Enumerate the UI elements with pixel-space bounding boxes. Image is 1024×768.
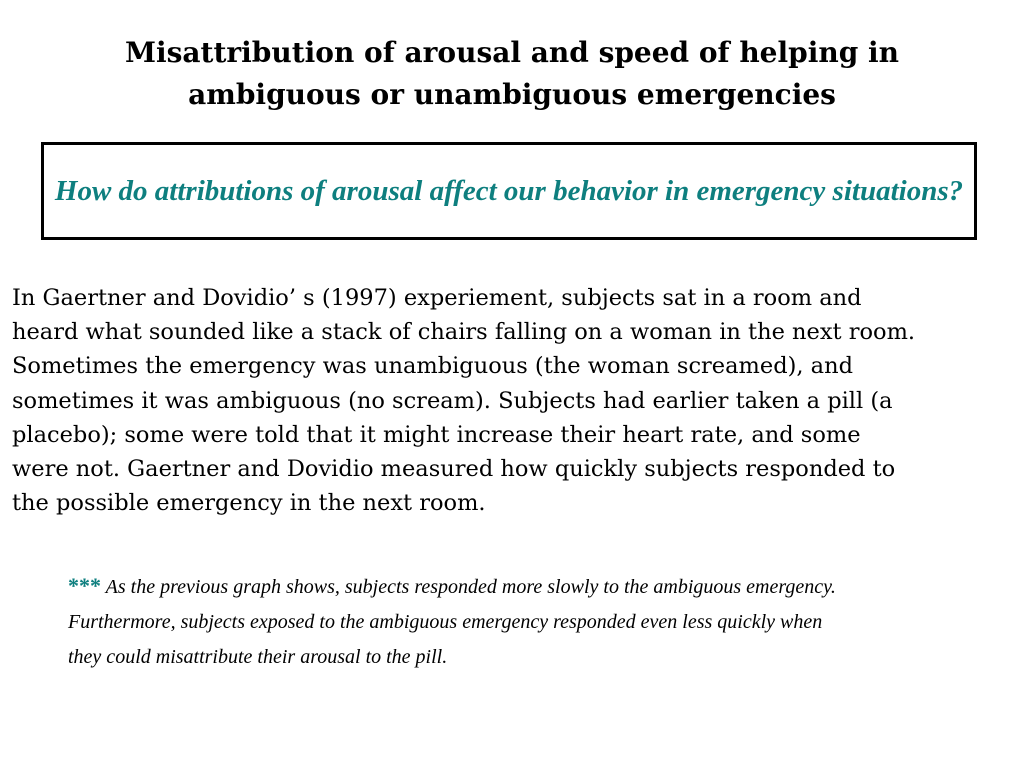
question-text: How do attributions of arousal affect our behavior in emergency situations? [54,175,964,207]
body-paragraph [12,281,1012,520]
slide-title [40,32,984,116]
body-line: Sometimes the emergency was unambiguous (the woman screamed), and [12,353,853,380]
body-line: In Gaertner and Dovidio’ s (1997) experiement, subjects sat in a room and [12,285,862,311]
slide-title-line-2: ambiguous or unambiguous emergencies [188,78,836,111]
footnote-line: Furthermore, subjects exposed to the ambiguous emergency responded even less quickly when [68,611,823,633]
footnote [68,568,968,675]
body-line: the possible emergency in the next room. [12,490,486,517]
footnote-marker: *** [68,573,101,598]
footnote-line: they could misattribute their arousal to the pill. [68,646,448,668]
body-line: were not. Gaertner and Dovidio measured how quickly subjects responded to [12,456,896,483]
slide-title-line-1: Misattribution of arousal and speed of helping in [124,36,900,69]
body-line: placebo); some were told that it might increase their heart rate, and some [12,421,861,448]
question-box [41,142,977,240]
body-line: sometimes it was ambiguous (no scream). Subjects had earlier taken a pill (a [12,387,893,414]
footnote-line: As the previous graph shows, subjects responded more slowly to the ambiguous emergency. [105,576,836,598]
body-line: heard what sounded like a stack of chairs falling on a woman in the next room. [12,319,916,346]
